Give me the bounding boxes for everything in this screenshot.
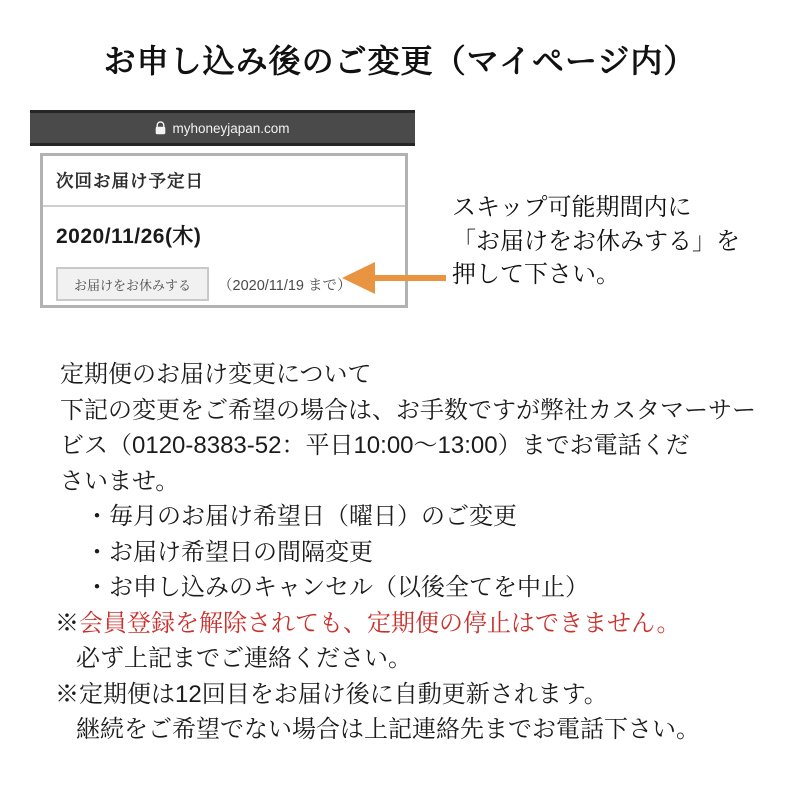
body-line-heading: 定期便のお届け変更について bbox=[60, 361, 372, 388]
warning-red-text: 会員登録を解除されても、定期便の停止はできません。 bbox=[79, 609, 681, 637]
page-title: お申し込み後のご変更（マイページ内） bbox=[103, 43, 697, 79]
body-line: さいませ。 bbox=[60, 467, 180, 495]
browser-url-bar bbox=[30, 110, 415, 146]
skip-delivery-button[interactable]: お届けをお休みする bbox=[56, 267, 209, 301]
body-line: 下記の変更をご希望の場合は、お手数ですが弊社カスタマーサー bbox=[60, 396, 756, 424]
warning-line bbox=[0, 606, 800, 642]
note-continuation: 継続をご希望でない場合は上記連絡先までお電話下さい。 bbox=[76, 716, 700, 743]
body-line-phone: ビス（0120-8383-52：平日10:00～13:00）までお電話くだ bbox=[60, 432, 690, 459]
warning-continuation: 必ず上記までご連絡ください。 bbox=[76, 645, 412, 672]
url-text: myhoneyjapan.com bbox=[172, 120, 290, 136]
body-text bbox=[0, 357, 800, 748]
bullet-item: ・お届け希望日の間隔変更 bbox=[85, 538, 373, 566]
instruction-text bbox=[452, 191, 792, 292]
instruction-line: 「お届けをお休みする」を bbox=[452, 227, 740, 255]
bullet-item: ・毎月のお届け希望日（曜日）のご変更 bbox=[85, 503, 517, 530]
lock-icon bbox=[155, 121, 166, 135]
delivery-box-title: 次回お届け予定日 bbox=[43, 156, 405, 207]
instruction-line: 押して下さい。 bbox=[452, 261, 620, 288]
bullet-item: ・お申し込みのキャンセル（以後全てを中止） bbox=[85, 574, 589, 601]
instruction-line: スキップ可能期間内に bbox=[452, 194, 692, 221]
skip-deadline: （2020/11/19 まで） bbox=[218, 277, 352, 294]
note-mark: ※ bbox=[55, 609, 79, 637]
next-delivery-date: 2020/11/26(木) bbox=[56, 225, 202, 248]
orange-arrow-icon bbox=[338, 256, 450, 300]
note-line: ※定期便は12回目をお届け後に自動更新されます。 bbox=[55, 680, 608, 708]
